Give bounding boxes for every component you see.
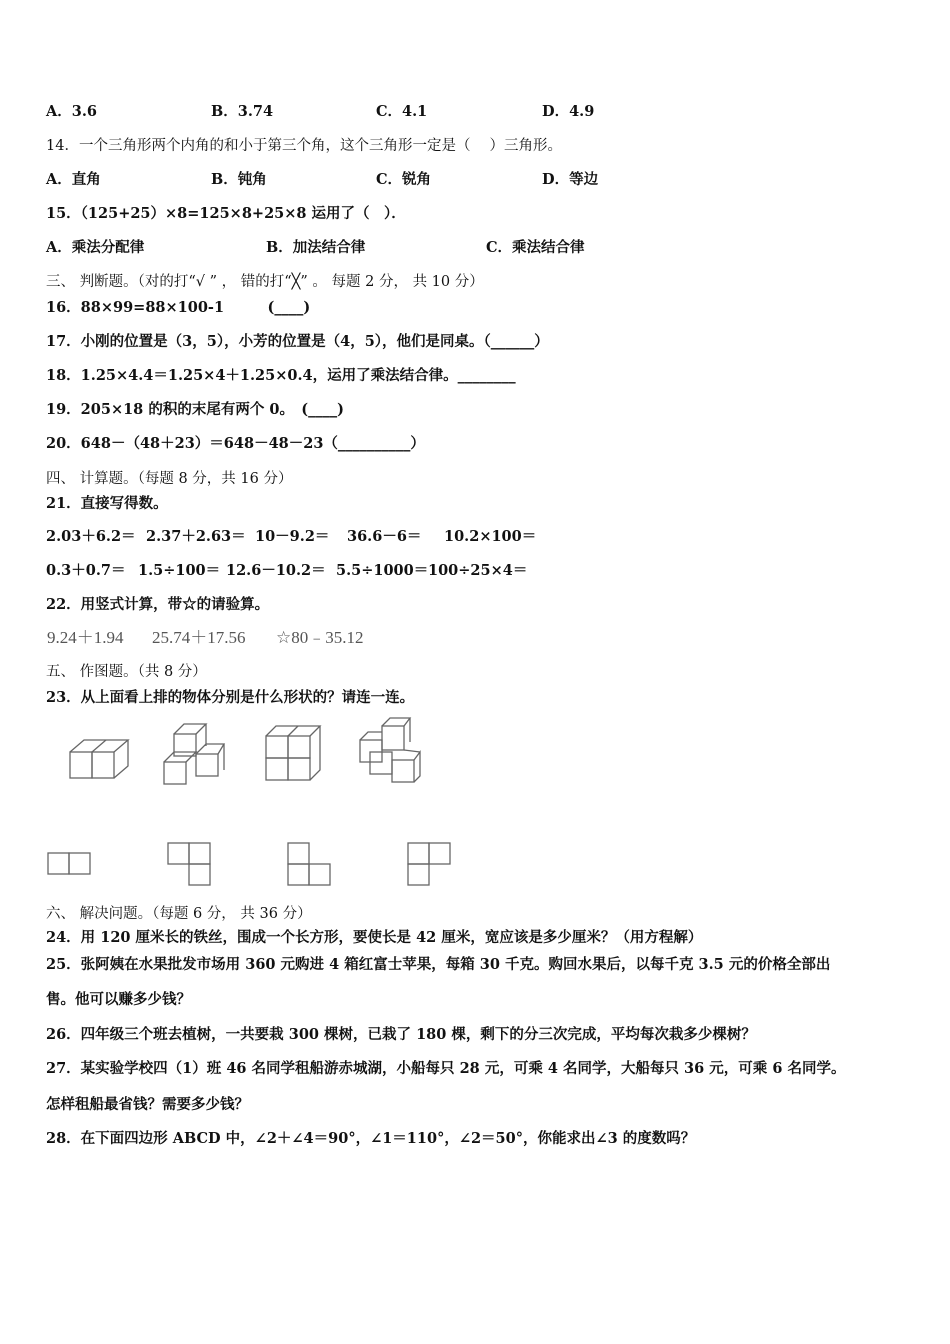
cube-figure-2 — [160, 720, 228, 788]
q16-text: 16．88×99=88×100-1 (____) — [46, 299, 311, 316]
q15-option-c: C．乘法结合律 — [486, 239, 585, 256]
q24-text: 24．用 120 厘米长的铁丝，围成一个长方形，要使长是 42 厘米，宽应该是多少厘米？（用方程解） — [46, 929, 703, 946]
top-view-shape-1 — [46, 850, 92, 876]
top-view-shape-4 — [406, 841, 452, 887]
q27-text-line2: 怎样租船最省钱？需要多少钱？ — [46, 1096, 249, 1113]
q20-text: 20．648－（48＋23）＝648－48－23（__________） — [46, 435, 425, 452]
q21-row1-item: 36.6－6＝ — [347, 528, 422, 545]
q21-row2-item: 0.3＋0.7＝ — [46, 562, 126, 579]
q15-option-b: B．加法结合律 — [266, 239, 366, 256]
cube-figure-3 — [262, 724, 324, 786]
q21-row1-item: 10－9.2＝ — [255, 528, 330, 545]
q15-option-a: A．乘法分配律 — [46, 239, 145, 256]
section-5-heading: 五、 作图题。（共 8 分） — [46, 664, 207, 680]
q22-item: 9.24＋1.94 — [47, 628, 124, 647]
q14-option-d: D．等边 — [542, 171, 599, 188]
q28-text: 28．在下面四边形 ABCD 中，∠2＋∠4＝90°，∠1＝110°，∠2＝50°，你能求出∠3 的度数吗？ — [46, 1130, 696, 1147]
q21-row2-item: 5.5÷1000＝ — [336, 562, 429, 579]
q22-text: 22．用竖式计算，带☆的请验算。 — [46, 596, 270, 613]
q19-text: 19．205×18 的积的末尾有两个 0。 (____) — [46, 401, 344, 418]
q14-option-b: B．钝角 — [211, 171, 267, 188]
q14-option-c: C．锐角 — [376, 171, 432, 188]
q13-option-c: C．4.1 — [376, 103, 428, 120]
q17-text: 17．小刚的位置是（3，5），小芳的位置是（4，5），他们是同桌。（______） — [46, 333, 549, 350]
q23-text: 23．从上面看上排的物体分别是什么形状的？请连一连。 — [46, 689, 415, 706]
q13-option-b: B．3.74 — [211, 103, 274, 120]
q27-text-line1: 27．某实验学校四（1）班 46 名同学租船游赤城湖，小船每只 28 元，可乘 4 名同学，大船每只 36 元，可乘 6 名同学。 — [46, 1060, 846, 1077]
q14-option-a: A．直角 — [46, 171, 101, 188]
cube-figure-4 — [356, 716, 426, 788]
q21-row2-item: 12.6－10.2＝ — [226, 562, 326, 579]
q21-row2-item: 100÷25×4＝ — [428, 562, 528, 579]
q21-row2-item: 1.5÷100＝ — [138, 562, 221, 579]
section-4-heading: 四、 计算题。（每题 8 分，共 16 分） — [46, 471, 293, 487]
section-6-heading: 六、 解决问题。（每题 6 分， 共 36 分） — [46, 906, 312, 922]
q25-text-line2: 售。他可以赚多少钱？ — [46, 991, 191, 1008]
q21-row1-item: 10.2×100＝ — [444, 528, 537, 545]
q15-text: 15．（125+25）×8=125×8+25×8 运用了（ ）． — [46, 205, 406, 222]
q13-option-a: A．3.6 — [46, 103, 97, 120]
q22-item: ☆80﹣35.12 — [276, 628, 364, 647]
q18-text: 18．1.25×4.4＝1.25×4＋1.25×0.4，运用了乘法结合律。________ — [46, 367, 516, 384]
cube-figure-1 — [62, 730, 130, 786]
q22-item: 25.74＋17.56 — [152, 628, 246, 647]
top-view-shape-2 — [166, 841, 212, 887]
q14-text: 14．一个三角形两个内角的和小于第三个角，这个三角形一定是（ ）三角形。 — [46, 138, 563, 154]
q21-row1-item: 2.03＋6.2＝ — [46, 528, 136, 545]
q25-text-line1: 25．张阿姨在水果批发市场用 360 元购进 4 箱红富士苹果，每箱 30 千克。购回水果后，以每千克 3.5 元的价格全部出 — [46, 956, 831, 973]
q26-text: 26．四年级三个班去植树，一共要栽 300 棵树，已栽了 180 棵，剩下的分三次完成，平均每次栽多少棵树？ — [46, 1026, 756, 1043]
top-view-shape-3 — [286, 841, 332, 887]
q13-option-d: D．4.9 — [542, 103, 595, 120]
q21-row1-item: 2.37＋2.63＝ — [146, 528, 246, 545]
section-3-heading: 三、 判断题。（对的打“√ ” ， 错的打“╳” 。 每题 2 分， 共 10 分） — [46, 274, 484, 290]
q21-text: 21．直接写得数。 — [46, 495, 168, 512]
